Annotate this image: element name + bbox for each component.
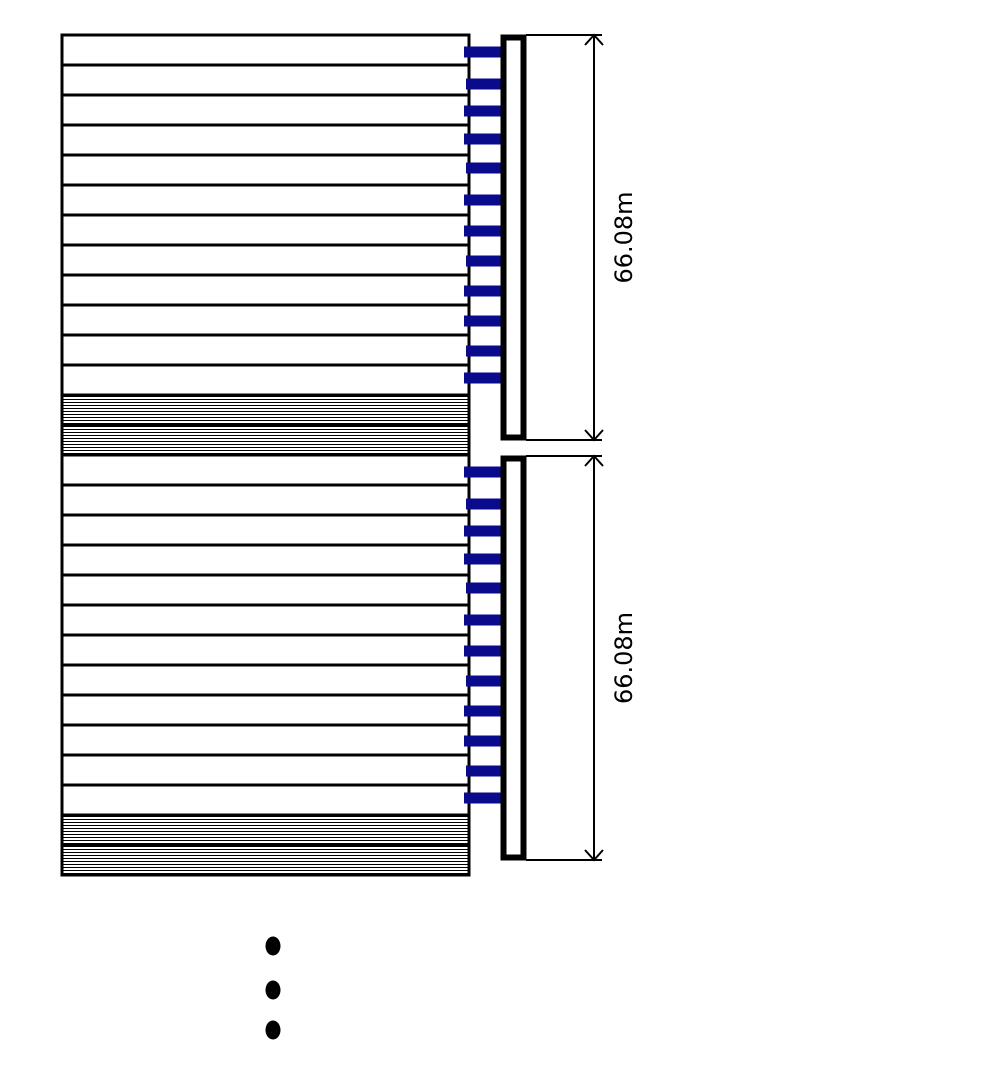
module-row-2-6 (62, 605, 469, 635)
connector-2-8 (466, 676, 506, 687)
connector-2-9 (464, 706, 504, 717)
module-row-2-12 (62, 785, 469, 815)
dimension-label-1: 66.08m (610, 191, 638, 284)
module-row-2-8 (62, 665, 469, 695)
continuation-dot-1 (266, 937, 281, 956)
module-row-2-1 (62, 455, 469, 485)
module-row-2-9 (62, 695, 469, 725)
module-row-1-12 (62, 365, 469, 395)
connector-2-6 (464, 615, 504, 626)
connector-1-12 (464, 373, 504, 384)
connector-2-12 (464, 793, 504, 804)
connector-2-1 (464, 467, 504, 478)
module-row-1-8 (62, 245, 469, 275)
module-row-2-4 (62, 545, 469, 575)
module-row-1-10 (62, 305, 469, 335)
hatched-row-2-14 (62, 845, 469, 875)
module-row-1-6 (62, 185, 469, 215)
module-row-2-2 (62, 485, 469, 515)
connector-2-7 (464, 646, 504, 657)
hatched-row-2-13 (62, 815, 469, 845)
connector-2-2 (466, 499, 506, 510)
connector-2-3 (464, 526, 504, 537)
connector-1-4 (464, 134, 504, 145)
module-row-2-3 (62, 515, 469, 545)
module-row-1-1 (62, 35, 469, 65)
vertical-bar-2 (504, 459, 524, 858)
module-row-1-9 (62, 275, 469, 305)
connector-1-1 (464, 47, 504, 58)
module-row-1-11 (62, 335, 469, 365)
dimension-label-2: 66.08m (610, 611, 638, 705)
module-row-2-10 (62, 725, 469, 755)
module-row-2-5 (62, 575, 469, 605)
continuation-dot-2 (266, 981, 281, 1000)
module-row-2-11 (62, 755, 469, 785)
connector-1-6 (464, 195, 504, 206)
hatched-row-1-13 (62, 395, 469, 425)
module-row-1-5 (62, 155, 469, 185)
module-row-1-7 (62, 215, 469, 245)
connector-1-10 (464, 316, 504, 327)
connector-1-3 (464, 106, 504, 117)
connector-1-8 (466, 256, 506, 267)
hatched-row-1-14 (62, 425, 469, 455)
module-row-2-7 (62, 635, 469, 665)
connector-1-2 (466, 79, 506, 90)
connector-1-7 (464, 226, 504, 237)
connector-2-4 (464, 554, 504, 565)
connector-1-5 (466, 163, 506, 174)
module-row-1-2 (62, 65, 469, 95)
connector-2-10 (464, 736, 504, 747)
connector-2-11 (466, 766, 506, 777)
connector-2-5 (466, 583, 506, 594)
module-row-1-3 (62, 95, 469, 125)
connector-1-9 (464, 286, 504, 297)
vertical-bar-1 (504, 38, 524, 438)
module-row-1-4 (62, 125, 469, 155)
continuation-dot-3 (266, 1021, 281, 1040)
connector-1-11 (466, 346, 506, 357)
